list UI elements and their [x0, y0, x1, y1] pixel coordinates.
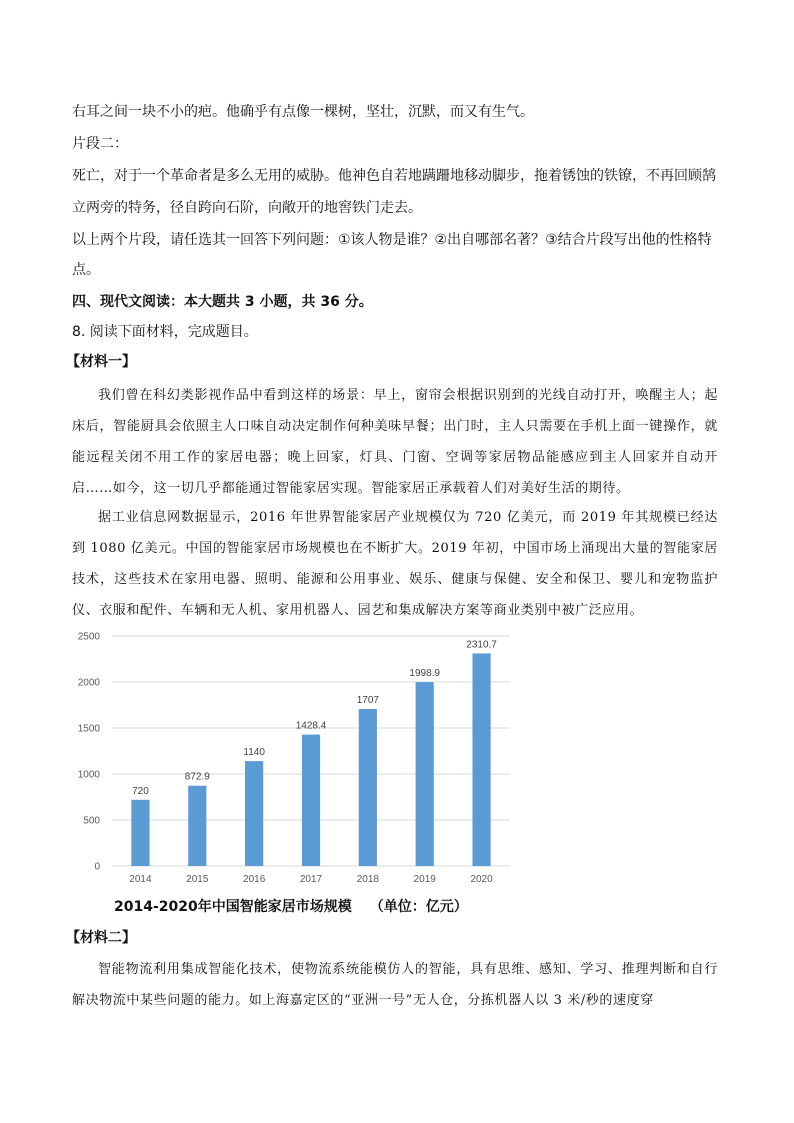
- x-tick-label: 2017: [299, 874, 323, 885]
- data-label: 1428.4: [295, 720, 327, 732]
- question-8: 8. 阅读下面材料，完成题目。: [72, 324, 258, 340]
- x-tick-label: 2019: [413, 874, 436, 885]
- text-line: 立两旁的特务，径自跨向石阶，向敞开的地窖铁门走去。: [72, 200, 422, 216]
- chart-caption: [114, 896, 468, 916]
- y-tick-label: 1000: [77, 769, 100, 781]
- fragment-two-title: 片段二：: [72, 136, 128, 152]
- bar: [472, 653, 490, 866]
- material-two-title: 【材料二】: [66, 930, 136, 946]
- section-four-prefix: 四、现代文阅读：: [72, 294, 184, 310]
- data-label: 2310.7: [466, 639, 497, 651]
- question-prompt: 以上两个片段，请任选其一回答下列问题：①该人物是谁？②出自哪部名著？③结合片段写出他的性格特: [72, 232, 712, 248]
- material-one-title: 【材料一】: [66, 354, 136, 370]
- material-one-paragraph-1: 我们曾在科幻类影视作品中看到这样的场景：早上，窗帘会根据识别到的光线自动打开，唤醒主人；起床后，智能厨具会依照主人口味自动决定制作何种美味早餐；出门时，主人只需要在手机上面一键操作，就能远程关闭不用工作的家居电器；晚上回家，灯具、门窗、空调等家居物品能感应到主人回家并自动开启……如今，这一切几乎都能通过智能家居实现。智能家居正承载着人们对美好生活的期待。: [72, 388, 718, 496]
- bar: [416, 682, 434, 866]
- x-tick-label: 2014: [129, 874, 152, 885]
- section-four-score: 本大题共 3 小题，共 36 分。: [184, 294, 373, 310]
- bar: [131, 800, 149, 866]
- y-tick-label: 500: [83, 815, 100, 827]
- y-tick-label: 0: [94, 861, 100, 873]
- data-label: 1140: [243, 747, 265, 759]
- x-tick-label: 2016: [243, 874, 266, 885]
- material-one-paragraph-2: 据工业信息网数据显示，2016 年世界智能家居产业规模仅为 720 亿美元，而 2019 年其规模已经达到 1080 亿美元。中国的智能家居市场规模也在不断扩大。2019 年初，中国市场上涌现出大量的智能家居技术，这些技术在家用电器、照明、能源和公用事业、娱乐、健康与保健、安全和保卫、婴儿和宠物监护仪、衣服和配件、车辆和无人机、家用机器人、园艺和集成解决方案等商业类别中被广泛应用。: [72, 510, 718, 618]
- y-tick-label: 2000: [77, 677, 100, 689]
- bar: [359, 709, 377, 866]
- text-line: 右耳之间一块不小的疤。他确乎有点像一棵树，坚壮，沉默，而又有生气。: [72, 104, 534, 120]
- x-tick-label: 2020: [470, 874, 493, 885]
- bar: [302, 735, 320, 866]
- material-two-paragraph-1: 智能物流利用集成智能化技术，使物流系统能模仿人的智能，具有思维、感知、学习、推理判断和自行解决物流中某些问题的能力。如上海嘉定区的“亚洲一号”无人仓，分拣机器人以 3 米/秒的速度穿: [72, 962, 718, 1008]
- chart-title: 2014-2020年中国智能家居市场规模: [114, 899, 352, 915]
- chart-unit: （单位：亿元）: [369, 899, 468, 915]
- data-label: 872.9: [184, 771, 210, 783]
- data-label: 720: [132, 785, 149, 797]
- y-tick-label: 1500: [77, 723, 100, 735]
- section-four-heading: [72, 292, 373, 312]
- text-line: 点。: [72, 262, 100, 278]
- x-tick-label: 2015: [186, 874, 209, 885]
- data-label: 1707: [356, 694, 379, 706]
- x-tick-label: 2018: [356, 874, 379, 885]
- y-tick-label: 2500: [77, 631, 100, 643]
- bar-chart: [77, 626, 526, 888]
- text-line: 死亡，对于一个革命者是多么无用的威胁。他神色自若地蹒跚地移动脚步，拖着锈蚀的铁镣，不再回顾鹄: [72, 168, 716, 184]
- bar: [245, 761, 263, 866]
- bar: [188, 786, 206, 866]
- data-label: 1998.9: [409, 668, 441, 680]
